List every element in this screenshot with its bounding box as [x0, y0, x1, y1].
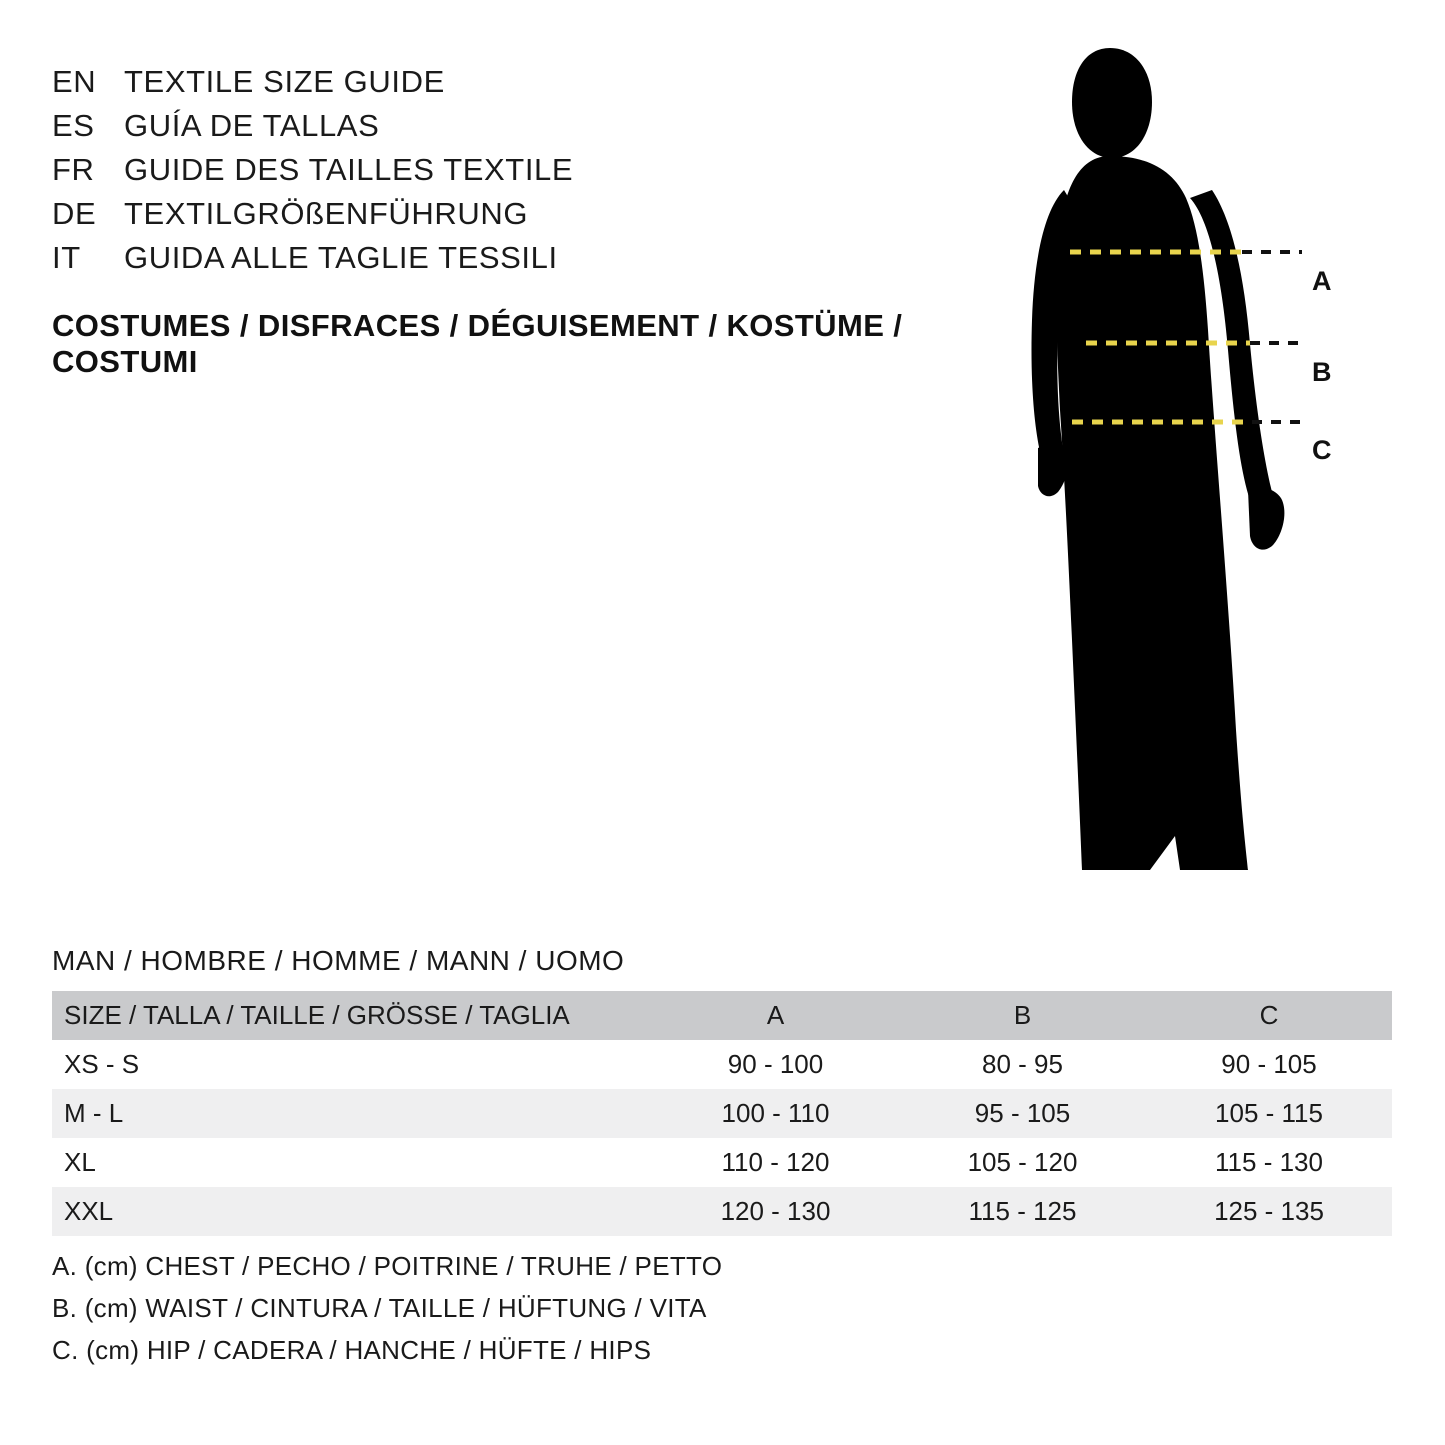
table-header-cell-b: B: [899, 991, 1146, 1040]
measure-label-a: A: [1312, 266, 1332, 296]
table-row: [52, 1040, 1392, 1089]
language-code: EN: [52, 64, 97, 99]
language-row: [52, 60, 972, 104]
language-row: [52, 148, 972, 192]
measurement-legend: [52, 1245, 1052, 1371]
language-code: DE: [52, 196, 97, 231]
language-code: ES: [52, 108, 95, 143]
table-cell-b: 105 - 120: [967, 1147, 1078, 1177]
table-cell-size: XS - S: [64, 1049, 140, 1079]
table-header-cell-a: A: [652, 991, 899, 1040]
table-row: [52, 1089, 1392, 1138]
language-row: [52, 236, 972, 280]
legend-line-a: A. (cm) CHEST / PECHO / POITRINE / TRUHE / PETTO: [52, 1251, 723, 1281]
legend-line-b: B. (cm) WAIST / CINTURA / TAILLE / HÜFTUNG / VITA: [52, 1293, 707, 1323]
language-text: GUÍA DE TALLAS: [124, 108, 380, 143]
table-header-row: [52, 991, 1392, 1040]
section-title: COSTUMES / DISFRACES / DÉGUISEMENT / KOSTÜME / COSTUMI: [52, 308, 903, 379]
table-cell-a: 110 - 120: [721, 1147, 830, 1177]
measure-label-b: B: [1312, 357, 1332, 387]
table-cell-size: M - L: [64, 1098, 124, 1128]
language-text: TEXTILGRÖßENFÜHRUNG: [124, 196, 529, 231]
language-text: TEXTILE SIZE GUIDE: [124, 64, 445, 99]
table-row: [52, 1138, 1392, 1187]
table-cell-c: 90 - 105: [1221, 1049, 1317, 1079]
language-row: [52, 192, 972, 236]
table-cell-c: 115 - 130: [1215, 1147, 1323, 1177]
table-cell-c: 105 - 115: [1215, 1098, 1323, 1128]
size-table: [52, 991, 1392, 1236]
table-cell-size: XL: [64, 1147, 96, 1177]
size-table-section: [52, 945, 1392, 1236]
table-cell-b: 95 - 105: [974, 1098, 1071, 1128]
language-code: IT: [52, 240, 81, 275]
table-cell-size: XXL: [64, 1196, 114, 1226]
table-row: [52, 1187, 1392, 1236]
language-code: FR: [52, 152, 95, 187]
table-caption: MAN / HOMBRE / HOMME / MANN / UOMO: [52, 945, 625, 976]
table-cell-a: 100 - 110: [721, 1098, 830, 1128]
language-header-block: [52, 60, 972, 380]
legend-line-c: C. (cm) HIP / CADERA / HANCHE / HÜFTE / HIPS: [52, 1335, 652, 1365]
language-text: GUIDE DES TAILLES TEXTILE: [124, 152, 574, 187]
table-cell-c: 125 - 135: [1214, 1196, 1324, 1226]
table-header-cell-size: SIZE / TALLA / TAILLE / GRÖSSE / TAGLIA: [52, 991, 652, 1040]
table-header-cell-c: C: [1146, 991, 1392, 1040]
body-silhouette-icon: [960, 30, 1380, 910]
measure-label-c: C: [1312, 435, 1332, 465]
table-cell-a: 120 - 130: [720, 1196, 831, 1226]
table-cell-b: 80 - 95: [982, 1049, 1063, 1079]
table-cell-b: 115 - 125: [968, 1196, 1077, 1226]
table-cell-a: 90 - 100: [727, 1049, 824, 1079]
language-text: GUIDA ALLE TAGLIE TESSILI: [124, 240, 558, 275]
silhouette-figure: [960, 30, 1380, 910]
language-row: [52, 104, 972, 148]
